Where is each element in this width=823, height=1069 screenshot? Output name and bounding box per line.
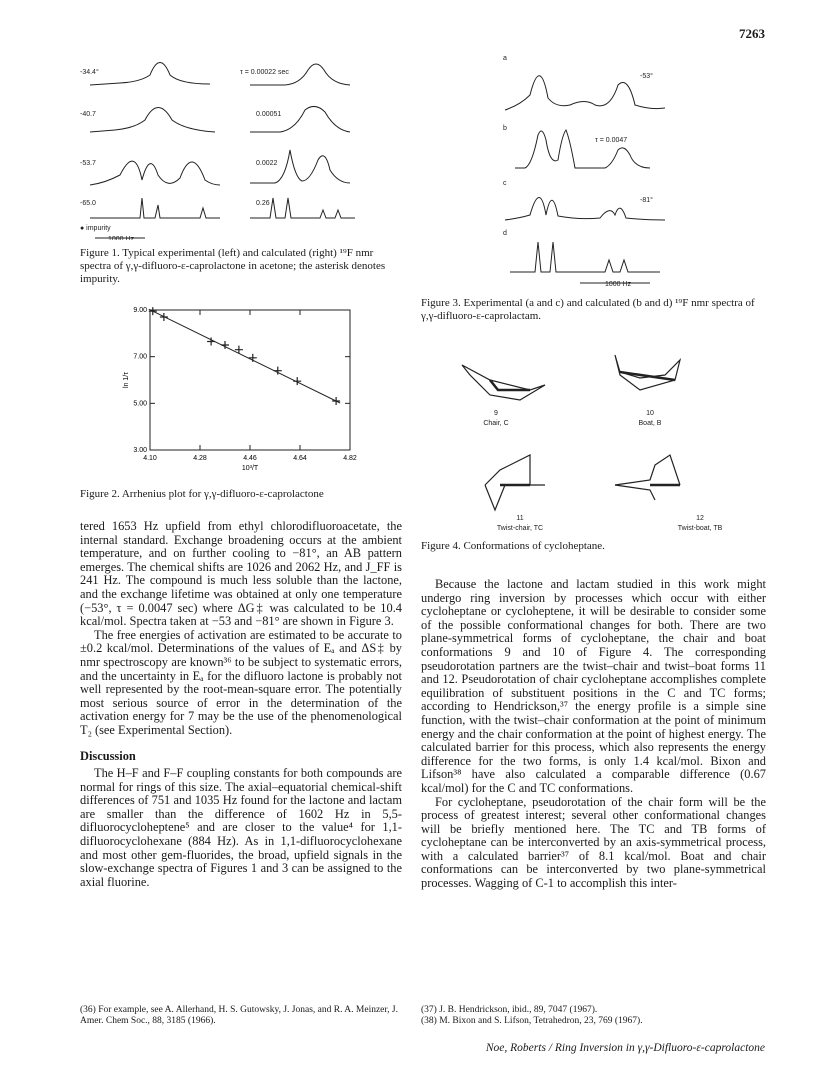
temp-label: -53° — [640, 73, 653, 80]
x-tick-label: 4.28 — [193, 455, 207, 462]
x-tick-label: 4.82 — [343, 455, 357, 462]
data-point — [249, 354, 257, 362]
spectrum-a — [505, 76, 665, 110]
footnotes-left — [80, 1005, 402, 1027]
structure-name: Boat, B — [638, 420, 662, 427]
scale-label: 1000 Hz — [108, 236, 135, 240]
x-axis-label: 10³/T — [241, 465, 259, 472]
structure-name: Twist-boat, TB — [677, 525, 723, 532]
paragraph: Because the lactone and lactam studied in this work might undergo ring inversion by processes which occur with either cycloheptane or cycloheptene, it will be desirable to consider some of the possible conformational changes for both. There are two plane-symmetrical forms of cycloheptane, the chair and boat conformations 9 and 10 of Figure 4. The corresponding pseudorotation partners are the twist–chair and twist–boat forms 11 and 12. Pseudorotation of chair cycloheptane accomplishes complete equilibration of substituent positions in the C and TC forms; according to Hendrickson,³⁷ the energy profile is a simple sine function, with the twist–chair conformation at the point of minimum energy and the chair conformation at the point of highest energy. The calculated barrier for this process, which also represents the energy difference for the two forms, is only 1.4 kcal/mol. Bixon and Lifson³⁸ have also calculated a comparable difference (0.67 kcal/mol) for the C and TC conformations. — [421, 577, 766, 795]
chair-structure — [462, 365, 545, 400]
y-tick-label: 9.00 — [133, 307, 147, 314]
tau-label: τ = 0.00022 sec — [240, 69, 289, 76]
figure-2-arrhenius-plot — [110, 305, 370, 475]
scale-label: 1000 Hz — [605, 281, 632, 288]
paragraph: For cycloheptane, pseudorotation of the chair form will be the process of greatest interest; several other conformational changes will be briefly mentioned here. The TC and TB forms of cycloheptane can be interconverted by an axis-symmetrical process, with a calculated barrier³⁷ of 8.1 kcal/mol. Boat and chair conformations can be interconverted by two plane-symmetrical processes. Wagging of C-1 to accomplish this inter- — [421, 794, 766, 891]
panel-label: a — [503, 55, 507, 62]
x-tick-label: 4.10 — [143, 455, 157, 462]
temp-label: -81° — [640, 197, 653, 204]
spectrum-exp-1 — [90, 63, 210, 86]
data-point — [332, 397, 340, 405]
boat-structure — [615, 355, 680, 390]
temp-label: -40.7 — [80, 111, 96, 118]
spectrum-exp-4 — [90, 198, 220, 218]
figure-4-caption: Figure 4. Conformations of cycloheptane. — [421, 540, 605, 552]
paragraph: The H–F and F–F coupling constants for both compounds are normal for rings of this size. The axial–equatorial chemical-shift differences of 751 and 1035 Hz found for the lactone and lactam are smaller than the difference of 1602 Hz in 5,5-difluorocycloheptene⁵ and are closer to the value⁴ for 1,1-difluorocyclohexane (884 Hz). As in 1,1-difluorocyclohexane and most other gem-fluorides, the broad, upfield signals in the slow-exchange spectra of Figures 1 and 3 can be assigned to the axial fluorine. — [80, 766, 402, 889]
structure-number: 9 — [494, 410, 498, 417]
twist-boat-structure — [615, 455, 680, 500]
plot-frame — [150, 310, 350, 450]
footnotes-right — [421, 1005, 766, 1027]
spectrum-b — [515, 130, 650, 168]
figure-3-spectra — [500, 50, 670, 290]
y-tick-label: 3.00 — [133, 447, 147, 454]
y-tick-label: 5.00 — [133, 400, 147, 408]
tau-label: 0.26 — [256, 200, 270, 207]
right-column-text — [421, 578, 766, 891]
structure-name: Twist-chair, TC — [496, 525, 544, 532]
figure-2-caption: Figure 2. Arrhenius plot for γ,γ-difluoro-ε-caprolactone — [80, 488, 324, 500]
tau-label: 0.00051 — [256, 111, 282, 118]
spectrum-d — [510, 242, 660, 272]
data-point — [293, 377, 301, 385]
figure-3-caption: Figure 3. Experimental (a and c) and calculated (b and d) ¹⁹F nmr spectra of γ,γ-difluoro-ε-caprolactam. — [421, 297, 755, 322]
footnote: (36) For example, see A. Allerhand, H. S. Gutowsky, J. Jonas, and R. A. Meinzer, J. Amer. Chem Soc., 88, 3185 (1966). — [80, 1005, 399, 1026]
impurity-label: ● impurity — [80, 225, 111, 232]
y-tick-label: 7.00 — [133, 353, 147, 361]
paragraph: The free energies of activation are estimated to be accurate to ±0.2 kcal/mol. Determinations of the values of Eₐ and ΔS‡ by nmr spectroscopy are known³⁶ to be subject to systematic errors, and the uncertainty in Eₐ for the difluoro lactone is probably not well represented by the root-mean-square error. The potentially most serious source of error in the determination of the activation energy for 7 may be the use of the phenomenological T₂ (see Experimental Section). — [80, 627, 402, 737]
footnote: (37) J. B. Hendrickson, ibid., 89, 7047 (1967). — [421, 1005, 598, 1015]
y-axis-label: ln 1/τ — [123, 372, 130, 388]
page-number: 7263 — [739, 26, 765, 41]
temp-label: -34.4° — [80, 69, 99, 76]
temp-label: -65.0 — [80, 200, 96, 207]
x-tick-label: 4.46 — [243, 455, 257, 462]
structure-name: Chair, C — [483, 420, 509, 427]
figure-1-spectra — [80, 50, 380, 240]
running-footer: Noe, Roberts / Ring Inversion in γ,γ-Difluoro-ε-caprolactone — [485, 1042, 765, 1054]
structure-number: 10 — [646, 410, 654, 417]
left-column-text — [80, 520, 402, 889]
figure-4-conformations — [450, 340, 770, 532]
twist-chair-structure — [485, 455, 545, 510]
data-point — [160, 313, 168, 321]
x-tick-label: 4.64 — [293, 455, 307, 462]
panel-label: b — [503, 125, 507, 132]
tau-label: 0.0022 — [256, 160, 278, 167]
temp-label: -53.7 — [80, 160, 96, 167]
paragraph: tered 1653 Hz upfield from ethyl chlorodifluoroacetate, the internal standard. Exchange broadening occurs at the ambient temperature, and on further cooling to −81°, an AB pattern emerges. The chemical shifts are 1026 and 2062 Hz, and J_FF is 241 Hz. The compound is much less soluble than the lactone, and the exchange lifetime was obtained at only one temperature (−53°, τ = 0.0047 sec) where ΔG‡ was calculated to be 10.4 kcal/mol. Spectra taken at −53 and −81° are shown in Figure 3. — [80, 519, 402, 629]
figure-1-caption: Figure 1. Typical experimental (left) and calculated (right) ¹⁹F nmr spectra of γ,γ-difluoro-ε-caprolactone in acetone; the asterisk denotes impurity. — [80, 247, 386, 285]
structure-number: 12 — [696, 515, 704, 522]
spectrum-exp-2 — [90, 108, 215, 133]
section-heading: Discussion — [80, 748, 136, 763]
fit-line — [149, 309, 340, 403]
tau-label: τ = 0.0047 — [595, 137, 628, 144]
footnote: (38) M. Bixon and S. Lifson, Tetrahedron, 23, 769 (1967). — [421, 1016, 643, 1026]
panel-label: d — [503, 230, 507, 237]
spectrum-exp-3 — [90, 161, 220, 185]
panel-label: c — [503, 180, 507, 187]
structure-number: 11 — [516, 515, 524, 522]
